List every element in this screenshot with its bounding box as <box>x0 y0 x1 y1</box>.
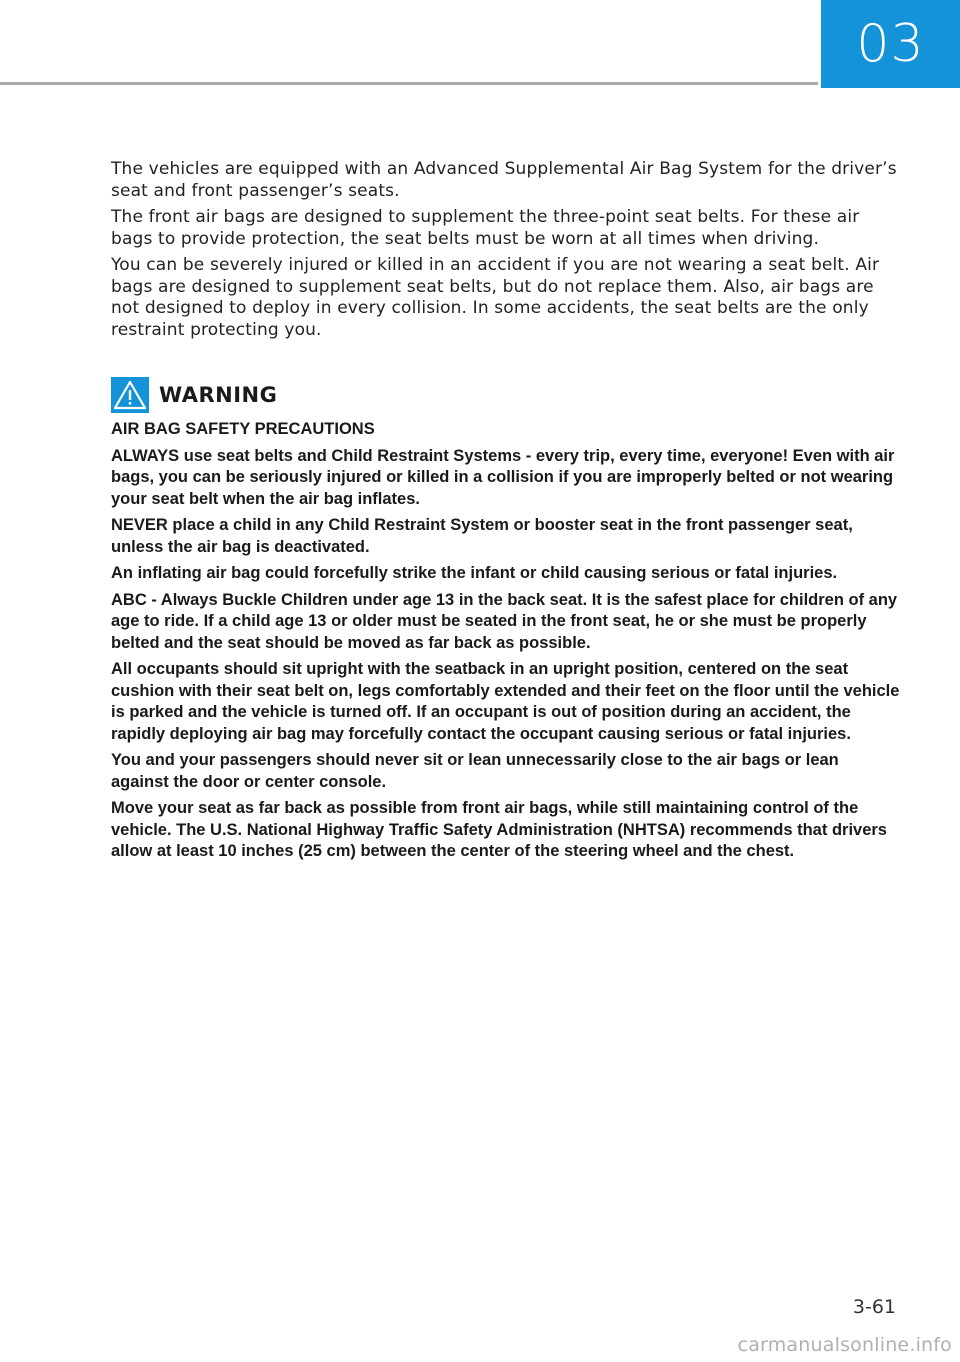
intro-paragraph: You can be severely injured or killed in an accident if you are not wearing a seat belt. Air bags are designed to supplement seat belts, but do not replace them. Also, air bags are not designed to deploy in every collision. In some accidents, the seat belts are the only restraint protecting you. <box>111 255 880 340</box>
warning-body <box>111 419 901 868</box>
warning-title: WARNING <box>159 383 278 407</box>
header-rule <box>0 82 818 85</box>
warning-triangle-icon <box>111 377 149 413</box>
intro-paragraph: The vehicles are equipped with an Advanced Supplemental Air Bag System for the driver’s seat and front passenger’s seats. <box>111 159 897 201</box>
warning-paragraph: An inflating air bag could forcefully strike the infant or child causing serious or fatal injuries. <box>111 564 838 582</box>
warning-paragraph: You and your passengers should never sit or lean unnecessarily close to the air bags or lean against the door or center console. <box>111 751 839 791</box>
chapter-tab <box>821 0 960 88</box>
warning-paragraph: ALWAYS use seat belts and Child Restraint Systems - every trip, every time, everyone! Even with air bags, you can be seriously injured or killed in a collision if you are improperly belted or not wearing your seat belt when the air bag inflates. <box>111 446 895 508</box>
warning-paragraph: ABC - Always Buckle Children under age 13 in the back seat. It is the safest place for children of any age to ride. If a child age 13 or older must be seated in the front seat, he or she must be properly belted and the seat should be moved as far back as possible. <box>111 590 898 652</box>
warning-subheading: AIR BAG SAFETY PRECAUTIONS <box>111 420 375 438</box>
intro-section <box>111 159 901 346</box>
warning-paragraph: Move your seat as far back as possible from front air bags, while still maintaining control of the vehicle. The U.S. National Highway Traffic Safety Administration (NHTSA) recommends that drivers allow at least 10 inches (25 cm) between the center of the steering wheel and the chest. <box>111 799 887 860</box>
page-number: 3-61 <box>852 1296 896 1318</box>
chapter-number: 03 <box>856 14 925 74</box>
warning-paragraph: All occupants should sit upright with the seatback in an upright position, centered on the seat cushion with their seat belt on, legs comfortably extended and their feet on the floor until the vehicle is parked and the vehicle is turned off. If an occupant is out of position during an accident, the rapidly deploying air bag may forcefully contact the occupant causing serious or fatal injuries. <box>111 660 900 743</box>
warning-header <box>111 377 277 413</box>
intro-paragraph: The front air bags are designed to supplement the three-point seat belts. For these air bags to provide protection, the seat belts must be worn at all times when driving. <box>111 207 860 249</box>
watermark: carmanualsonline.info <box>737 1334 952 1356</box>
warning-paragraph: NEVER place a child in any Child Restraint System or booster seat in the front passenger seat, unless the air bag is deactivated. <box>111 516 853 556</box>
